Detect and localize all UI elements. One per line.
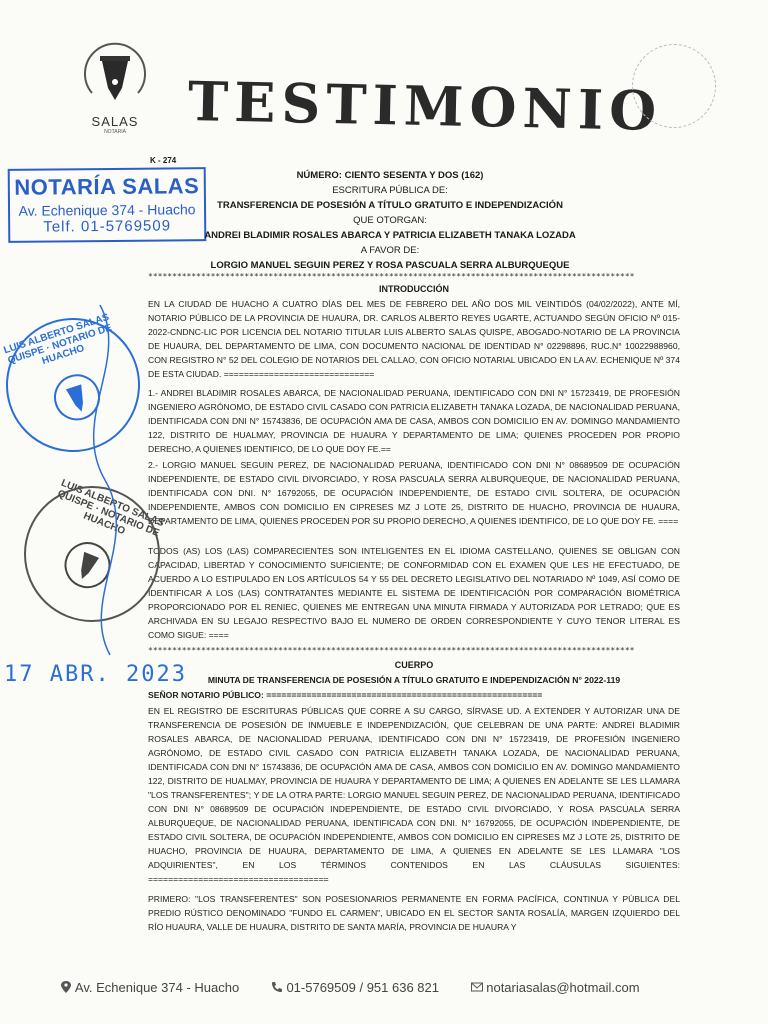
stamp-address: Av. Echenique 374 - Huacho xyxy=(18,201,196,219)
column-pen-logo-icon xyxy=(80,38,150,118)
deed-header xyxy=(190,168,590,273)
embossed-seal xyxy=(632,44,716,128)
footer-phone xyxy=(271,980,457,995)
stamp-phone: Telf. 01-5769509 xyxy=(43,217,172,236)
party-1-paragraph: 1.- ANDREI BLADIMIR ROSALES ABARCA, DE NACIONALIDAD PERUANA, IDENTIFICADO CON DNI N° 15723419, DE PROFESIÓN INGENIERO AGRÓNOMO, DE ESTADO CIVIL CASADO CON PATRICIA ELIZABETH TANAKA LOZADA, DE NACIONALIDAD PERUANA, IDENTIFICADA CON DNI N° 15743836, DE OCUPACIÓN AMA DE CASA, AMBOS CON DOMICILIO EN AV. DOMINGO MANDAMIENTO 122, DISTRITO DE HUALMAY, PROVINCIA DE HUAURA Y DEPARTAMENTO DE LIMA; QUIENES PROCEDEN POR PROPIO DERECHO, A QUIENES IDENTIFICO, DE LO QUE DOY FE.== xyxy=(148,388,680,454)
footer-email-text: notariasalas@hotmail.com xyxy=(486,980,640,995)
phone-icon xyxy=(271,981,283,993)
grantors: ANDREI BLADIMIR ROSALES ABARCA Y PATRICIA ELIZABETH TANAKA LOZADA xyxy=(204,230,576,241)
deed-act: TRANSFERENCIA DE POSESIÓN A TÍTULO GRATUITO E INDEPENDIZACIÓN xyxy=(217,200,563,211)
round-stamp-2-text: LUIS ALBERTO SALAS QUISPE · NOTARIO DE HUACHO xyxy=(55,477,166,540)
notary-logo xyxy=(50,38,180,135)
intro-heading: INTRODUCCIÓN xyxy=(379,284,449,294)
footer-email xyxy=(471,980,654,995)
location-pin-icon xyxy=(60,981,72,993)
minuta-heading: MINUTA DE TRANSFERENCIA DE POSESIÓN A TÍTULO GRATUITO E INDEPENDIZACIÓN N° 2022-119 xyxy=(207,675,621,685)
primero-clause: PRIMERO: "LOS TRANSFERENTES" SON POSESIONARIOS PERMANENTE EN FORMA PACÍFICA, CONTINUA Y PÚBLICA DEL PREDIO RÚSTICO DENOMINADO "FUNDO EL CARMEN", UBICADO EN EL SECTOR SANTA ROSALÍA, MARGEN IZQUIERDO DEL RÍO HUAURA, VALLE DE HUAURA, DISTRITO DE SANTA MARÍA, PROVINCIA DE HUAURA Y xyxy=(148,894,680,932)
email-icon xyxy=(471,981,483,993)
beneficiaries-label: A FAVOR DE: xyxy=(360,245,420,256)
comparecientes-paragraph: TODOS (AS) LOS (LAS) COMPARECIENTES SON INTELIGENTES EN EL IDIOMA CASTELLANO, QUIENES SE OBLIGAN CON CAPACIDAD, LIBERTAD Y CONOCIMIENTO SUFICIENTE; DE CONFORMIDAD CON EL EXAMEN QUE LES HE EFECTUADO, DE ACUERDO A LO ESTIPULADO EN LOS ARTÍCULOS 54 Y 55 DEL DECRETO LEGISLATIVO DEL NOTARIADO Nº 1049, ASÍ COMO DE IDENTIFICAR A LOS (LAS) CONTRATANTES MEDIANTE EL SISTEMA DE IDENTIFICACIÓN POR COMPARACIÓN BIOMÉTRICA PROPORCIONADO POR EL RENIEC, QUIENES ME ENTREGAN UNA MINUTA FIRMADA Y AUTORIZADA POR LETRADO; QUE ES ARCHIVADA EN SU LEGAJO RESPECTIVO BAJO EL NUMERO DE ORDEN CORRESPONDIENTE Y CUYO TENOR LITERAL ES COMO SIGUE: ==== xyxy=(148,546,680,640)
received-date-stamp: 17 ABR. 2023 xyxy=(4,662,187,687)
beneficiaries: LORGIO MANUEL SEGUIN PEREZ Y ROSA PASCUALA SERRA ALBURQUEQUE xyxy=(210,260,570,271)
kardex-number: K - 274 xyxy=(150,156,177,165)
stamp-name: NOTARÍA SALAS xyxy=(14,173,200,200)
signature-scribble xyxy=(60,300,140,660)
notary-stamp xyxy=(8,167,207,243)
deed-type-label: ESCRITURA PÚBLICA DE: xyxy=(332,185,448,196)
logo-subtitle: NOTARIA xyxy=(104,129,126,135)
star-divider: ***************************************************************************************************** xyxy=(148,272,635,281)
logo-name: SALAS xyxy=(91,114,139,129)
grantors-label: QUE OTORGAN: xyxy=(353,215,427,226)
footer-address xyxy=(60,980,257,995)
body-paragraph: EN EL REGISTRO DE ESCRITURAS PÚBLICAS QUE CORRE A SU CARGO, SÍRVASE UD. A EXTENDER Y AUTORIZAR UNA DE TRANSFERENCIA DE POSESIÓN DE INMUEBLE E INDEPENDIZACIÓN, QUE CELEBRAN DE UNA PARTE: ANDREI BLADIMIR ROSALES ABARCA, DE NACIONALIDAD PERUANA, IDENTIFICADO CON DNI N° 15723419, DE PROFESIÓN INGENIERO AGRÓNOMO, DE ESTADO CIVIL CASADO CON PATRICIA ELIZABETH TANAKA LOZADA, DE NACIONALIDAD PERUANA, IDENTIFICADA CON DNI N° 15743836, DE OCUPACIÓN AMA DE CASA, AMBOS CON DOMICILIO EN AV. DOMINGO MANDAMIENTO 122, DISTRITO DE HUALMAY, PROVINCIA DE HUAURA Y DEPARTAMENTO DE LIMA; A QUIENES EN ADELANTE SE LES LLAMARA "LOS TRANSFERENTES"; Y DE LA OTRA PARTE: LORGIO MANUEL SEGUIN PEREZ, DE NACIONALIDAD PERUANA, IDENTIFICADO CON DNI N° 08689509 DE OCUPACIÓN INDEPENDIENTE, DE ESTADO CIVIL DIVORCIADO, Y ROSA PASCUALA SERRA ALBURQUEQUE, DE NACIONALIDAD PERUANA, IDENTIFICADA CON DNI. N° 16792055, DE OCUPACIÓN INDEPENDIENTE, DE ESTADO CIVIL SOLTERA, DE OCUPACIÓN INDEPENDIENTE, AMBOS CON DOMICILIO EN CIPRESES MZ J LOTE 25, DISTRITO DE HUACHO, PROVINCIA DE HUAURA, DEPARTAMENTO DE LIMA, A QUIENES EN ADELANTE SE LES LLAMARA "LOS ADQUIRIENTES", EN LOS TÉRMINOS CONTENIDOS EN LAS CLÁUSULAS SIGUIENTES: ==================================== xyxy=(148,706,680,884)
document-title: TESTIMONIO xyxy=(187,69,663,143)
intro-paragraph: EN LA CIUDAD DE HUACHO A CUATRO DÍAS DEL MES DE FEBRERO DEL AÑO DOS MIL VEINTIDÓS (04/02/2022), ANTE MÍ, NOTARIO PÚBLICO DE LA PROVINCIA DE HUAURA, DR. CARLOS ALBERTO REYES UGARTE, ACTUANDO SEGÚN OFICIO Nº 015-2022-CNDNC-LIC POR LICENCIA DEL NOTARIO TITULAR LUIS ALBERTO SALAS QUISPE, ABOGADO-NOTARIO DE LA PROVINCIA DE HUAURA, DEL DEPARTAMENTO DE LIMA, CON DOCUMENTO NACIONAL DE IDENTIDAD N° 02298896, RUC.N° 10022988960, CON REGISTRO N° 52 DEL COLEGIO DE NOTARIOS DEL CALLAO, CON OFICIO NOTARIAL UBICADO EN LA AV. ECHENIQUE Nº 374 DE ESTA CIUDAD. ============================== xyxy=(148,299,680,379)
star-divider-2: ***************************************************************************************************** xyxy=(148,646,635,655)
senor-notario: SEÑOR NOTARIO PÚBLICO: ======================================================= xyxy=(148,690,543,700)
round-stamp-1-text: LUIS ALBERTO SALAS QUISPE · NOTARIO DE HUACHO xyxy=(2,311,114,368)
cuerpo-heading: CUERPO xyxy=(394,660,434,670)
page-footer xyxy=(60,980,720,1006)
deed-number: NÚMERO: CIENTO SESENTA Y DOS (162) xyxy=(296,170,484,181)
footer-phone-text: 01-5769509 / 951 636 821 xyxy=(286,980,439,995)
footer-address-text: Av. Echenique 374 - Huacho xyxy=(74,980,240,995)
party-2-paragraph: 2.- LORGIO MANUEL SEGUIN PEREZ, DE NACIONALIDAD PERUANA, IDENTIFICADO CON DNI N° 08689509 DE OCUPACIÓN INDEPENDIENTE, DE ESTADO CIVIL DIVORCIADO, Y ROSA PASCUALA SERRA ALBURQUEQUE, DE NACIONALIDAD PERUANA, IDENTIFICADA CON DNI. N° 16792055, DE OCUPACIÓN INDEPENDIENTE, DE ESTADO CIVIL SOLTERA, DE OCUPACIÓN INDEPENDIENTE, AMBOS CON DOMICILIO EN CIPRESES MZ J LOTE 25, DISTRITO DE HUACHO, PROVINCIA DE HUAURA, DEPARTAMENTO DE LIMA, QUIENES PROCEDEN POR SU PROPIO DERECHO, A QUIENES IDENTIFICO, DE LO QUE DOY FE. ==== xyxy=(148,460,680,526)
